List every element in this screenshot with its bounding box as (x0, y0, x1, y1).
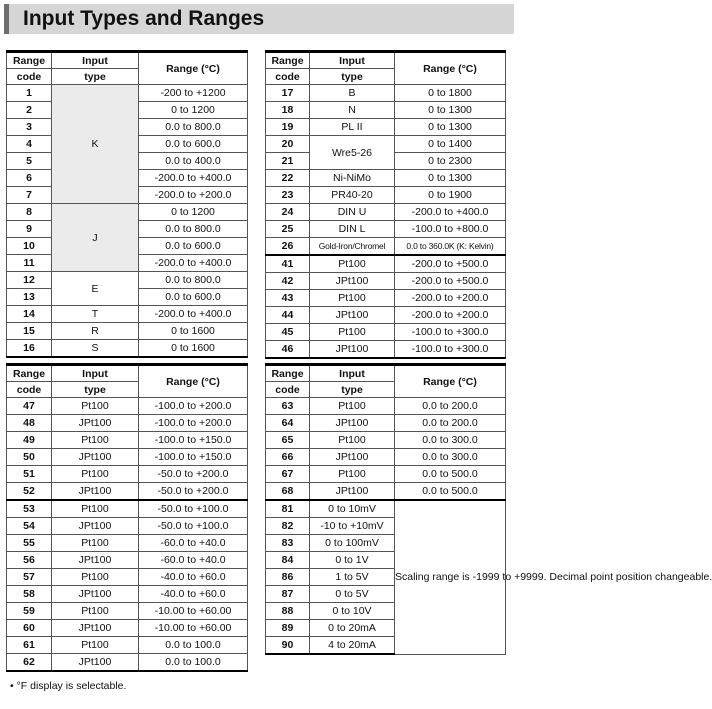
input-type: Pt100 (310, 432, 395, 449)
range-code: 64 (266, 415, 310, 432)
input-type: Pt100 (52, 432, 139, 449)
range-code: 46 (266, 341, 310, 359)
range-value: 0.0 to 300.0 (395, 432, 506, 449)
range-value: -200.0 to +200.0 (395, 307, 506, 324)
range-value: -40.0 to +60.0 (139, 586, 248, 603)
range-code: 12 (7, 272, 52, 289)
range-code: 9 (7, 221, 52, 238)
input-type: JPt100 (52, 552, 139, 569)
input-type: JPt100 (310, 483, 395, 501)
input-type: JPt100 (310, 415, 395, 432)
range-value: 0 to 1400 (395, 136, 506, 153)
input-type: Pt100 (52, 500, 139, 518)
table-row (7, 586, 248, 603)
header-range-code-line2: code (266, 69, 310, 85)
table-row (7, 654, 248, 672)
range-code: 88 (266, 603, 310, 620)
range-code: 20 (266, 136, 310, 153)
header-input-type-line2: type (52, 382, 139, 398)
table-row (7, 306, 248, 323)
range-code: 11 (7, 255, 52, 272)
range-value: -200.0 to +500.0 (395, 255, 506, 273)
input-type: JPt100 (310, 307, 395, 324)
range-code: 4 (7, 136, 52, 153)
range-value: -100.0 to +300.0 (395, 324, 506, 341)
input-type: JPt100 (52, 586, 139, 603)
range-value: -50.0 to +100.0 (139, 500, 248, 518)
range-code: 61 (7, 637, 52, 654)
range-code: 67 (266, 466, 310, 483)
range-code: 52 (7, 483, 52, 501)
header-input-type-line2: type (310, 382, 395, 398)
table-row (266, 273, 506, 290)
range-value: -100.0 to +800.0 (395, 221, 506, 238)
range-code: 53 (7, 500, 52, 518)
input-type: JPt100 (310, 273, 395, 290)
range-value: 0 to 1300 (395, 170, 506, 187)
input-type: Pt100 (52, 603, 139, 620)
range-value: -100.0 to +300.0 (395, 341, 506, 359)
range-code: 23 (266, 187, 310, 204)
header-range-code: Range (266, 52, 310, 69)
range-code: 44 (266, 307, 310, 324)
range-value: 0 to 1300 (395, 102, 506, 119)
input-type: Pt100 (310, 290, 395, 307)
range-value: -100.0 to +150.0 (139, 449, 248, 466)
input-type: Ni-NiMo (310, 170, 395, 187)
table-row (266, 136, 506, 153)
range-value: -200.0 to +400.0 (395, 204, 506, 221)
range-table-top-left (6, 50, 248, 358)
range-code: 66 (266, 449, 310, 466)
table-row (7, 272, 248, 289)
range-value: -60.0 to +40.0 (139, 535, 248, 552)
range-code: 45 (266, 324, 310, 341)
range-code: 62 (7, 654, 52, 672)
input-type: 0 to 100mV (310, 535, 395, 552)
table-row (7, 552, 248, 569)
table-row (266, 290, 506, 307)
input-type: Pt100 (52, 466, 139, 483)
range-value: -200.0 to +500.0 (395, 273, 506, 290)
input-type: J (52, 204, 139, 272)
range-code: 14 (7, 306, 52, 323)
input-type: DIN L (310, 221, 395, 238)
range-value: 0.0 to 360.0K (K: Kelvin) (395, 238, 506, 256)
range-code: 17 (266, 85, 310, 102)
input-type: R (52, 323, 139, 340)
range-code: 83 (266, 535, 310, 552)
range-value: -200.0 to +400.0 (139, 306, 248, 323)
input-type: JPt100 (52, 518, 139, 535)
header-range-code: Range (7, 365, 52, 382)
range-code: 6 (7, 170, 52, 187)
header-input-type: Input (52, 365, 139, 382)
range-value: -100.0 to +150.0 (139, 432, 248, 449)
range-code: 7 (7, 187, 52, 204)
range-value: -200.0 to +200.0 (395, 290, 506, 307)
header-input-type-line2: type (310, 69, 395, 85)
range-value: -100.0 to +200.0 (139, 398, 248, 415)
range-code: 22 (266, 170, 310, 187)
table-row (266, 255, 506, 273)
input-type: JPt100 (52, 654, 139, 672)
range-code: 65 (266, 432, 310, 449)
range-code: 48 (7, 415, 52, 432)
range-code: 63 (266, 398, 310, 415)
page-title: Input Types and Ranges (23, 7, 265, 30)
range-value: -200.0 to +200.0 (139, 187, 248, 204)
header-input-type: Input (52, 52, 139, 69)
range-code: 87 (266, 586, 310, 603)
input-type: E (52, 272, 139, 306)
header-range: Range (°C) (139, 52, 248, 85)
table-row (7, 466, 248, 483)
range-value: 0 to 1800 (395, 85, 506, 102)
range-table-top-right (265, 50, 506, 359)
range-value: 0.0 to 100.0 (139, 637, 248, 654)
range-value: 0.0 to 500.0 (395, 483, 506, 501)
table-row (266, 85, 506, 102)
input-type: 4 to 20mA (310, 637, 395, 655)
range-code: 5 (7, 153, 52, 170)
input-type: 0 to 20mA (310, 620, 395, 637)
input-type: Pt100 (52, 569, 139, 586)
input-type: JPt100 (52, 449, 139, 466)
header-range-code-line2: code (266, 382, 310, 398)
table-row (7, 603, 248, 620)
footnote: • °F display is selectable. (10, 680, 127, 692)
range-code: 84 (266, 552, 310, 569)
input-type: 1 to 5V (310, 569, 395, 586)
range-code: 43 (266, 290, 310, 307)
range-value: 0.0 to 800.0 (139, 119, 248, 136)
header-input-type: Input (310, 52, 395, 69)
range-code: 13 (7, 289, 52, 306)
range-code: 56 (7, 552, 52, 569)
input-type: K (52, 85, 139, 204)
table-row (266, 187, 506, 204)
range-code: 26 (266, 238, 310, 256)
table-row (7, 85, 248, 102)
range-code: 18 (266, 102, 310, 119)
table-row (266, 221, 506, 238)
input-type: -10 to +10mV (310, 518, 395, 535)
input-type: Wre5-26 (310, 136, 395, 170)
range-value: 0 to 1600 (139, 340, 248, 358)
input-type: PL II (310, 119, 395, 136)
range-code: 51 (7, 466, 52, 483)
table-row (7, 535, 248, 552)
range-code: 8 (7, 204, 52, 221)
range-code: 55 (7, 535, 52, 552)
range-code: 47 (7, 398, 52, 415)
table-row (7, 569, 248, 586)
input-type: Pt100 (310, 324, 395, 341)
table-row (266, 119, 506, 136)
input-type: B (310, 85, 395, 102)
input-type: 0 to 10mV (310, 500, 395, 518)
header-range: Range (°C) (395, 52, 506, 85)
table-row (7, 637, 248, 654)
range-code: 60 (7, 620, 52, 637)
range-code: 54 (7, 518, 52, 535)
range-code: 89 (266, 620, 310, 637)
range-value: -10.00 to +60.00 (139, 620, 248, 637)
table-row (266, 238, 506, 256)
table-row (7, 449, 248, 466)
range-code: 59 (7, 603, 52, 620)
range-value: 0 to 1300 (395, 119, 506, 136)
range-code: 25 (266, 221, 310, 238)
header-range: Range (°C) (395, 365, 506, 398)
table-row (266, 170, 506, 187)
range-value: -40.0 to +60.0 (139, 569, 248, 586)
range-value: -200 to +1200 (139, 85, 248, 102)
range-value: 0 to 1200 (139, 204, 248, 221)
table-row (266, 415, 506, 432)
input-type: JPt100 (52, 620, 139, 637)
range-value: 0.0 to 300.0 (395, 449, 506, 466)
header-range-code-line2: code (7, 382, 52, 398)
range-value: 0.0 to 600.0 (139, 238, 248, 255)
range-value: 0.0 to 600.0 (139, 289, 248, 306)
range-code: 68 (266, 483, 310, 501)
range-value: 0.0 to 400.0 (139, 153, 248, 170)
table-row (266, 483, 506, 501)
table-row (266, 307, 506, 324)
table-row (266, 432, 506, 449)
header-input-type-line2: type (52, 69, 139, 85)
input-type: Pt100 (52, 637, 139, 654)
range-code: 15 (7, 323, 52, 340)
table-row (266, 466, 506, 483)
table-row (266, 341, 506, 359)
input-type: JPt100 (310, 449, 395, 466)
range-code: 90 (266, 637, 310, 655)
range-code: 58 (7, 586, 52, 603)
range-code: 24 (266, 204, 310, 221)
table-row (7, 483, 248, 501)
range-value: -10.00 to +60.00 (139, 603, 248, 620)
input-type: Pt100 (310, 255, 395, 273)
header-range: Range (°C) (139, 365, 248, 398)
input-type: JPt100 (52, 483, 139, 501)
input-type: 0 to 1V (310, 552, 395, 569)
range-code: 3 (7, 119, 52, 136)
input-type: Pt100 (310, 398, 395, 415)
header-range-code: Range (7, 52, 52, 69)
title-bar (4, 4, 514, 34)
table-row (7, 518, 248, 535)
table-row (7, 620, 248, 637)
range-value: 0.0 to 800.0 (139, 272, 248, 289)
header-range-code: Range (266, 365, 310, 382)
range-code: 57 (7, 569, 52, 586)
range-value: 0 to 1600 (139, 323, 248, 340)
table-row (266, 204, 506, 221)
input-type: Pt100 (310, 466, 395, 483)
input-type: T (52, 306, 139, 323)
range-value: -50.0 to +200.0 (139, 483, 248, 501)
range-value: 0.0 to 800.0 (139, 221, 248, 238)
range-code: 50 (7, 449, 52, 466)
range-code: 16 (7, 340, 52, 358)
range-value: 0.0 to 500.0 (395, 466, 506, 483)
range-value: -100.0 to +200.0 (139, 415, 248, 432)
range-code: 81 (266, 500, 310, 518)
range-code: 19 (266, 119, 310, 136)
header-range-code-line2: code (7, 69, 52, 85)
input-type: JPt100 (310, 341, 395, 359)
range-value: 0.0 to 200.0 (395, 398, 506, 415)
range-value: -50.0 to +200.0 (139, 466, 248, 483)
table-row (7, 398, 248, 415)
table-row (7, 500, 248, 518)
scaling-note: Scaling range is -1999 to +9999. Decimal point position changeable. (395, 500, 506, 654)
input-type: Pt100 (52, 398, 139, 415)
range-code: 49 (7, 432, 52, 449)
range-code: 41 (266, 255, 310, 273)
range-code: 2 (7, 102, 52, 119)
input-type: S (52, 340, 139, 358)
range-value: 0 to 1200 (139, 102, 248, 119)
range-code: 21 (266, 153, 310, 170)
range-code: 10 (7, 238, 52, 255)
table-row (7, 204, 248, 221)
input-type: Pt100 (52, 535, 139, 552)
input-type: JPt100 (52, 415, 139, 432)
range-code: 42 (266, 273, 310, 290)
range-code: 82 (266, 518, 310, 535)
header-input-type: Input (310, 365, 395, 382)
range-table-bottom-right (265, 363, 712, 655)
input-type: 0 to 10V (310, 603, 395, 620)
table-row (266, 102, 506, 119)
range-value: 0.0 to 600.0 (139, 136, 248, 153)
range-value: 0 to 1900 (395, 187, 506, 204)
range-table-bottom-left (6, 363, 248, 672)
range-value: 0.0 to 100.0 (139, 654, 248, 672)
range-value: 0 to 2300 (395, 153, 506, 170)
range-value: 0.0 to 200.0 (395, 415, 506, 432)
table-row (7, 415, 248, 432)
table-row (266, 449, 506, 466)
range-value: -200.0 to +400.0 (139, 255, 248, 272)
range-code: 86 (266, 569, 310, 586)
range-value: -60.0 to +40.0 (139, 552, 248, 569)
table-row (266, 500, 506, 518)
input-type: Gold-Iron/Chromel (310, 238, 395, 256)
table-row (7, 432, 248, 449)
table-row (7, 340, 248, 358)
table-row (7, 323, 248, 340)
input-type: DIN U (310, 204, 395, 221)
input-type: N (310, 102, 395, 119)
range-value: -200.0 to +400.0 (139, 170, 248, 187)
table-row (266, 398, 506, 415)
input-type: 0 to 5V (310, 586, 395, 603)
range-code: 1 (7, 85, 52, 102)
range-value: -50.0 to +100.0 (139, 518, 248, 535)
input-type: PR40-20 (310, 187, 395, 204)
table-row (266, 324, 506, 341)
